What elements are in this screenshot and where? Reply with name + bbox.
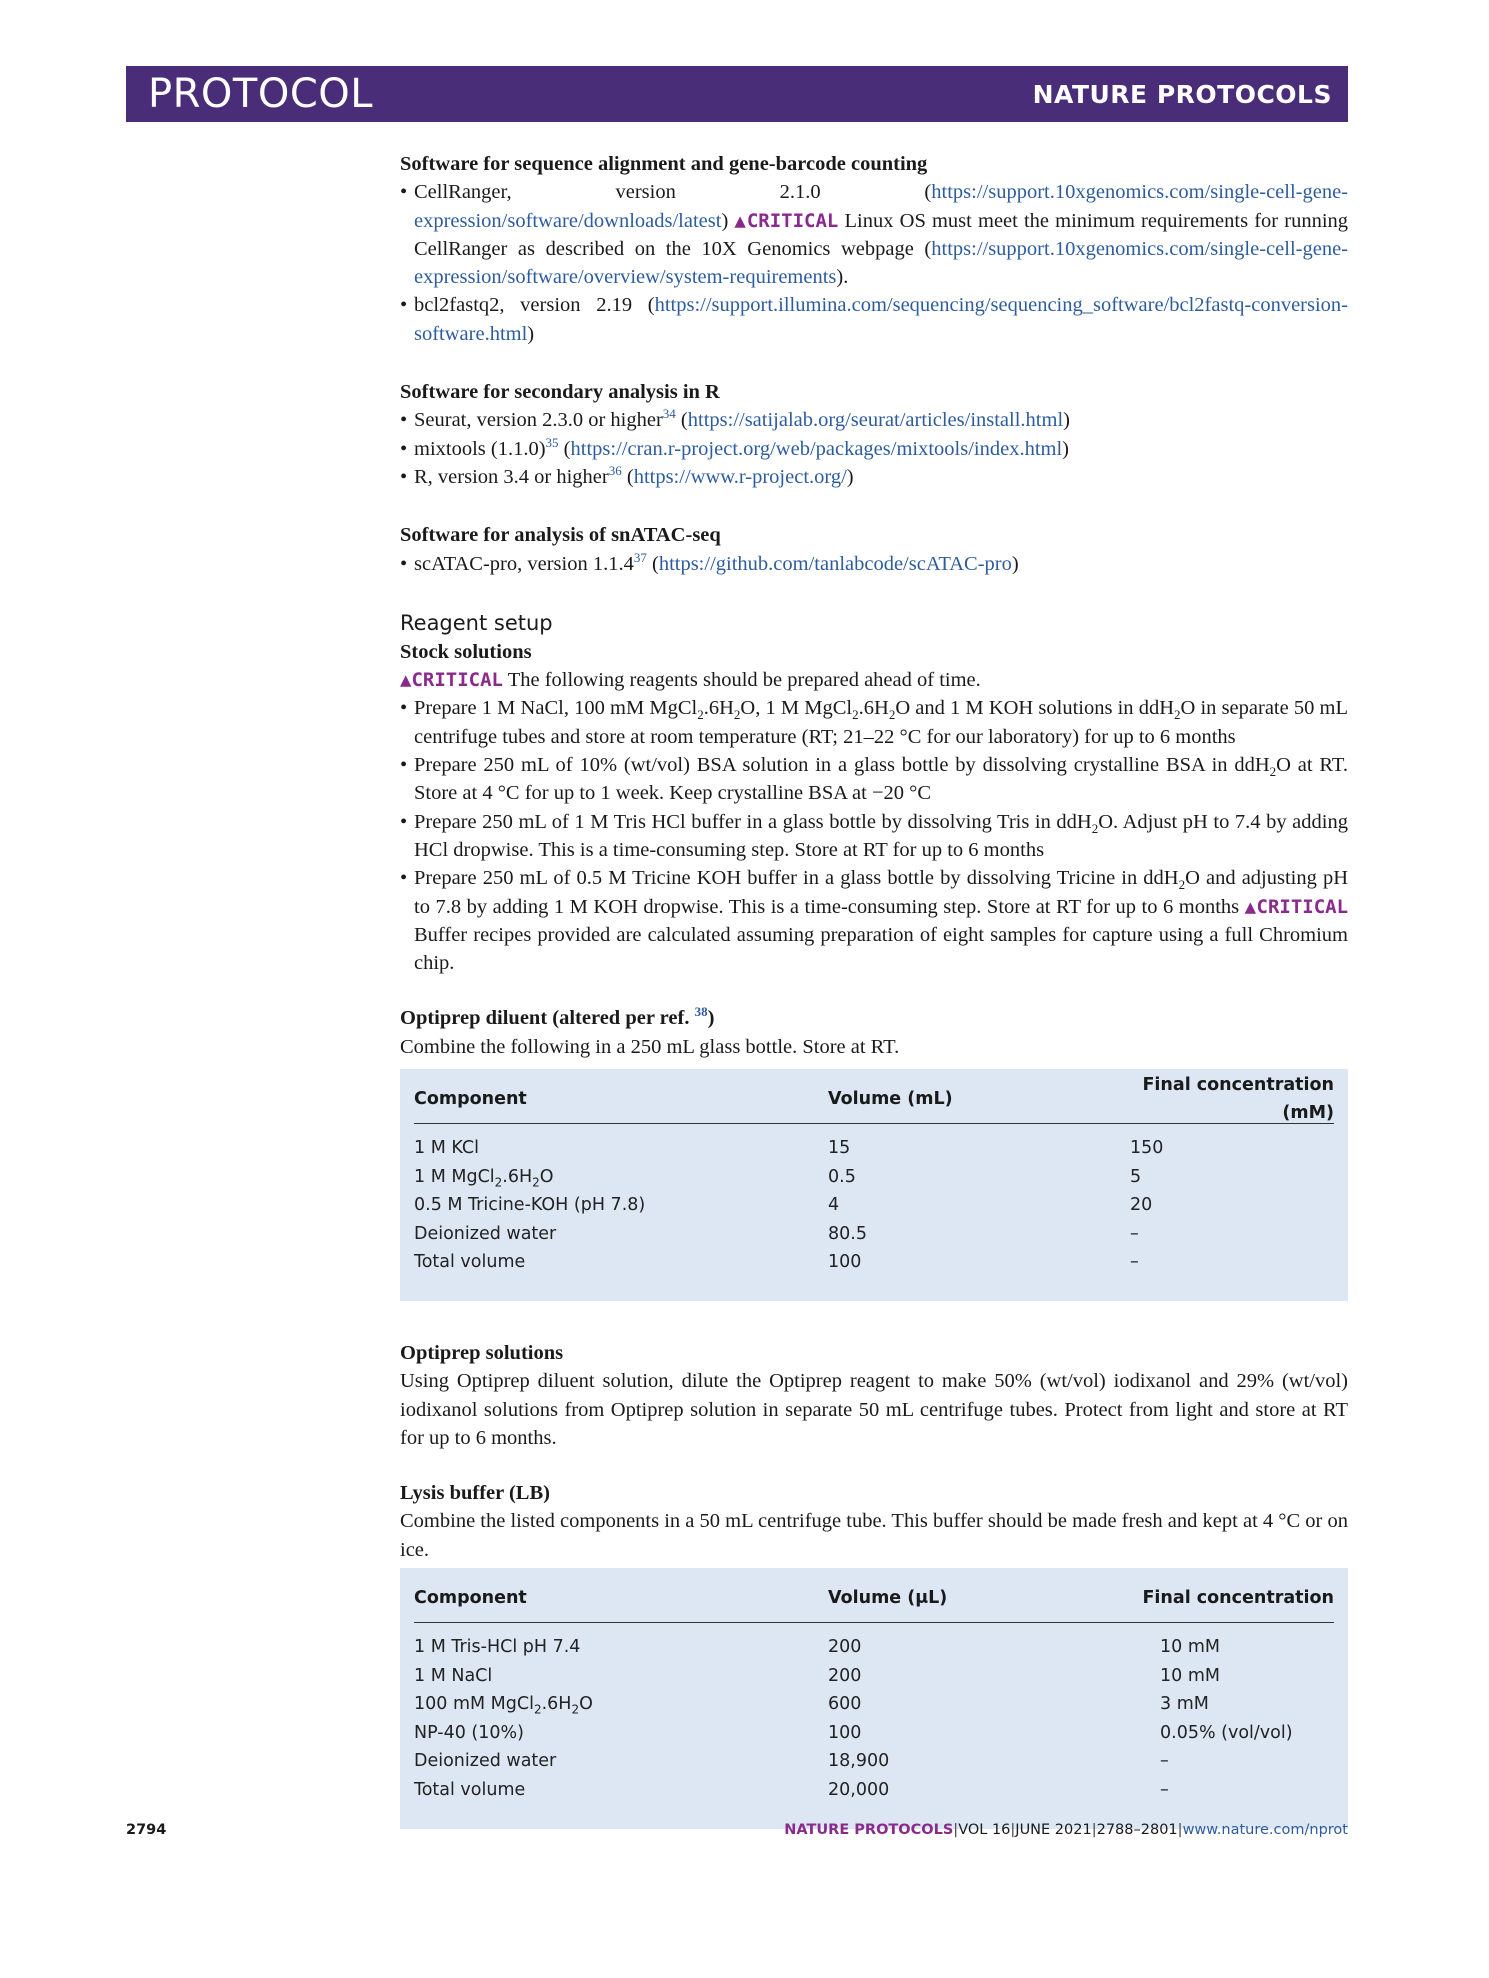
list-item: • bcl2fastq2, version 2.19 (https://support.illumina.com/sequencing/sequencing_software/bcl2fastq-conversion-software.html) bbox=[400, 291, 1348, 348]
table-row: Deionized water 18,900 – bbox=[414, 1751, 1169, 1772]
critical-badge: ▲CRITICAL bbox=[1244, 895, 1349, 918]
table-row: NP-40 (10%) 100 0.05% (vol/vol) bbox=[414, 1722, 1293, 1743]
table-header: Component Volume (mL) Final concentration (mM) bbox=[414, 1074, 1334, 1124]
sec1-list bbox=[400, 178, 1348, 348]
lysis-table bbox=[400, 1568, 1348, 1829]
ref-link[interactable]: 38 bbox=[694, 1004, 708, 1020]
list-item: • Prepare 1 M NaCl, 100 mM $MgCl_2.6H_2O$, 1 M $MgCl_2.6H_2O$ and 1 M KOH solutions in ddH$_2$O in separate 50 mL centrifuge tubes and store at room temperature (RT; 21–22 °C for our laboratory) for up to 6 months bbox=[400, 694, 1348, 751]
r-link[interactable]: https://www.r-project.org/ bbox=[633, 465, 847, 488]
ref-link[interactable]: 35 bbox=[545, 434, 559, 450]
table-row: 1 M NaCl 200 10 mM bbox=[414, 1665, 1220, 1686]
table-header: Component Volume (μL) Final concentration bbox=[414, 1574, 1334, 1623]
lysis-desc: Combine the listed components in a 50 mL centrifuge tube. This buffer should be made fresh and kept at 4 °C or on ice. bbox=[400, 1510, 1348, 1561]
main-content bbox=[400, 150, 1348, 1829]
list-item: • scATAC-pro, version 1.1.4$^{37}$ (https://github.com/tanlabcode/scATAC-pro) bbox=[400, 550, 1348, 578]
table-row: Deionized water 80.5 – bbox=[414, 1223, 1139, 1244]
stock-list bbox=[400, 694, 1348, 977]
list-item: • Prepare 250 mL of 1 M Tris HCl buffer in a glass bottle by dissolving Tris in ddH$_2$O. Adjust pH to 7.4 by adding HCl dropwise. This is a time-consuming step. Store at RT for up to 6 months bbox=[400, 808, 1348, 865]
optiprep-desc: Using Optiprep diluent solution, dilute the Optiprep reagent to make 50% (wt/vol) iodixanol and 29% (wt/vol) iodixanol solutions from Optiprep solution in separate 50 mL centrifuge tubes. Protect from light and store at RT for up to 6 months. bbox=[400, 1370, 1348, 1449]
lysis-title: Lysis buffer (LB) bbox=[400, 1482, 550, 1505]
seurat-link[interactable]: https://satijalab.org/seurat/articles/install.html bbox=[687, 409, 1064, 432]
page-footer bbox=[126, 1822, 1348, 1838]
mixtools-link[interactable]: https://cran.r-project.org/web/packages/mixtools/index.html bbox=[570, 437, 1063, 460]
table-row: 1 M $MgCl_2.6H_2O$ 0.5 5 bbox=[414, 1166, 1142, 1190]
bcl2fastq-link[interactable]: https://support.illumina.com/sequencing/sequencing_software/bcl2fastq-conversion-software.html bbox=[414, 294, 1349, 345]
scatac-link[interactable]: https://github.com/tanlabcode/scATAC-pro bbox=[658, 552, 1012, 575]
diluent-title: Optiprep diluent (altered per ref. $^{38}$) bbox=[400, 1004, 715, 1030]
header-banner bbox=[126, 66, 1348, 122]
stock-critical-note bbox=[400, 666, 1348, 694]
sec1-title: Software for sequence alignment and gene-barcode counting bbox=[400, 153, 928, 175]
bcl2fastq-text: bcl2fastq2, version 2.19 bbox=[414, 294, 633, 317]
ref-link[interactable]: 37 bbox=[633, 549, 647, 565]
table-row: 100 mM $MgCl_2.6H_2O$ 600 3 mM bbox=[414, 1694, 1209, 1717]
list-item: • Seurat, version 2.3.0 or higher$^{34}$ (https://satijalab.org/seurat/articles/install.html) bbox=[400, 406, 1348, 434]
sec2-list bbox=[400, 406, 1348, 491]
journal-url-link[interactable]: www.nature.com/nprot bbox=[1182, 1822, 1348, 1838]
stock-solutions-title: Stock solutions bbox=[400, 640, 532, 663]
requirements-link[interactable]: https://support.10xgenomics.com/single-cell-gene-expression/software/overview/system-requirements bbox=[414, 237, 1348, 289]
optiprep-title: Optiprep solutions bbox=[400, 1341, 564, 1364]
mixtools-text: mixtools (1.1.0) bbox=[414, 437, 546, 460]
footer-citation: NATURE PROTOCOLS|VOL 16|JUNE 2021|2788–2801|www.nature.com/nprot bbox=[784, 1822, 1348, 1838]
ref-link[interactable]: 34 bbox=[662, 406, 676, 422]
list-item: • Prepare 250 mL of 10% (wt/vol) BSA solution in a glass bottle by dissolving crystalline BSA in ddH$_2$O at RT. Store at 4 °C for up to 1 week. Keep crystalline BSA at −20 °C bbox=[400, 751, 1348, 808]
list-item: • R, version 3.4 or higher$^{36}$ (https://www.r-project.org/) bbox=[400, 463, 1348, 491]
table-row: 1 M Tris-HCl pH 7.4 200 10 mM bbox=[414, 1637, 1220, 1658]
sec3-title: Software for analysis of snATAC-seq bbox=[400, 524, 721, 547]
table-row: Total volume 100 – bbox=[414, 1252, 1139, 1273]
ref-link[interactable]: 36 bbox=[608, 463, 622, 479]
header-journal-name: NATURE PROTOCOLS bbox=[1032, 79, 1332, 109]
critical-badge: ▲CRITICAL bbox=[734, 209, 839, 232]
sec3-list bbox=[400, 550, 1348, 578]
cellranger-link[interactable]: https://support.10xgenomics.com/single-cell-gene-expression/software/downloads/latest bbox=[414, 181, 1349, 232]
critical-badge: ▲CRITICAL bbox=[400, 669, 503, 692]
table-row: 0.5 M Tricine-KOH (pH 7.8) 4 20 bbox=[414, 1195, 1153, 1216]
sec2-title: Software for secondary analysis in R bbox=[400, 381, 720, 404]
reagent-setup-title: Reagent setup bbox=[400, 610, 553, 635]
page-number: 2794 bbox=[126, 1822, 167, 1838]
list-item: • mixtools (1.1.0)$^{35}$ (https://cran.r-project.org/web/packages/mixtools/index.html) bbox=[400, 435, 1348, 463]
table-row: Total volume 20,000 – bbox=[414, 1780, 1169, 1801]
list-item: • Prepare 250 mL of 0.5 M Tricine KOH buffer in a glass bottle by dissolving Tricine in ddH$_2$O and adjusting pH to 7.8 by adding 1 M KOH dropwise. This is a time-consuming step. Store at RT for up to 6 months ▲CRITICAL Buffer recipes provided are calculated assuming preparation of eight samples for capture using a full Chromium chip. bbox=[400, 864, 1348, 977]
critical-text: Linux OS must meet the minimum requirements for running CellRanger as described on the 10X Genomics webpage bbox=[414, 209, 1349, 260]
seurat-text: Seurat, version 2.3.0 or higher bbox=[414, 409, 663, 432]
cellranger-text: CellRanger, version 2.1.0 bbox=[414, 181, 821, 204]
diluent-desc: Combine the following in a 250 mL glass bottle. Store at RT. bbox=[400, 1035, 900, 1058]
critical-text: The following reagents should be prepared ahead of time. bbox=[507, 669, 981, 692]
r-text: R, version 3.4 or higher bbox=[414, 465, 609, 488]
list-item: • CellRanger, version 2.1.0 (https://support.10xgenomics.com/single-cell-gene-expression/software/downloads/latest) ▲CRITICAL Linux OS must meet the minimum requirements for running CellRanger as described on the 10X Genomics webpage (https://support.10xgenomics.com/single-cell-gene-expression/software/overview/system-requirements). bbox=[400, 178, 1348, 291]
diluent-table bbox=[400, 1069, 1348, 1301]
scatac-text: scATAC-pro, version 1.1.4 bbox=[414, 552, 634, 575]
table-row: 1 M KCl 15 150 bbox=[414, 1138, 1164, 1159]
header-section-label: PROTOCOL bbox=[148, 71, 374, 117]
